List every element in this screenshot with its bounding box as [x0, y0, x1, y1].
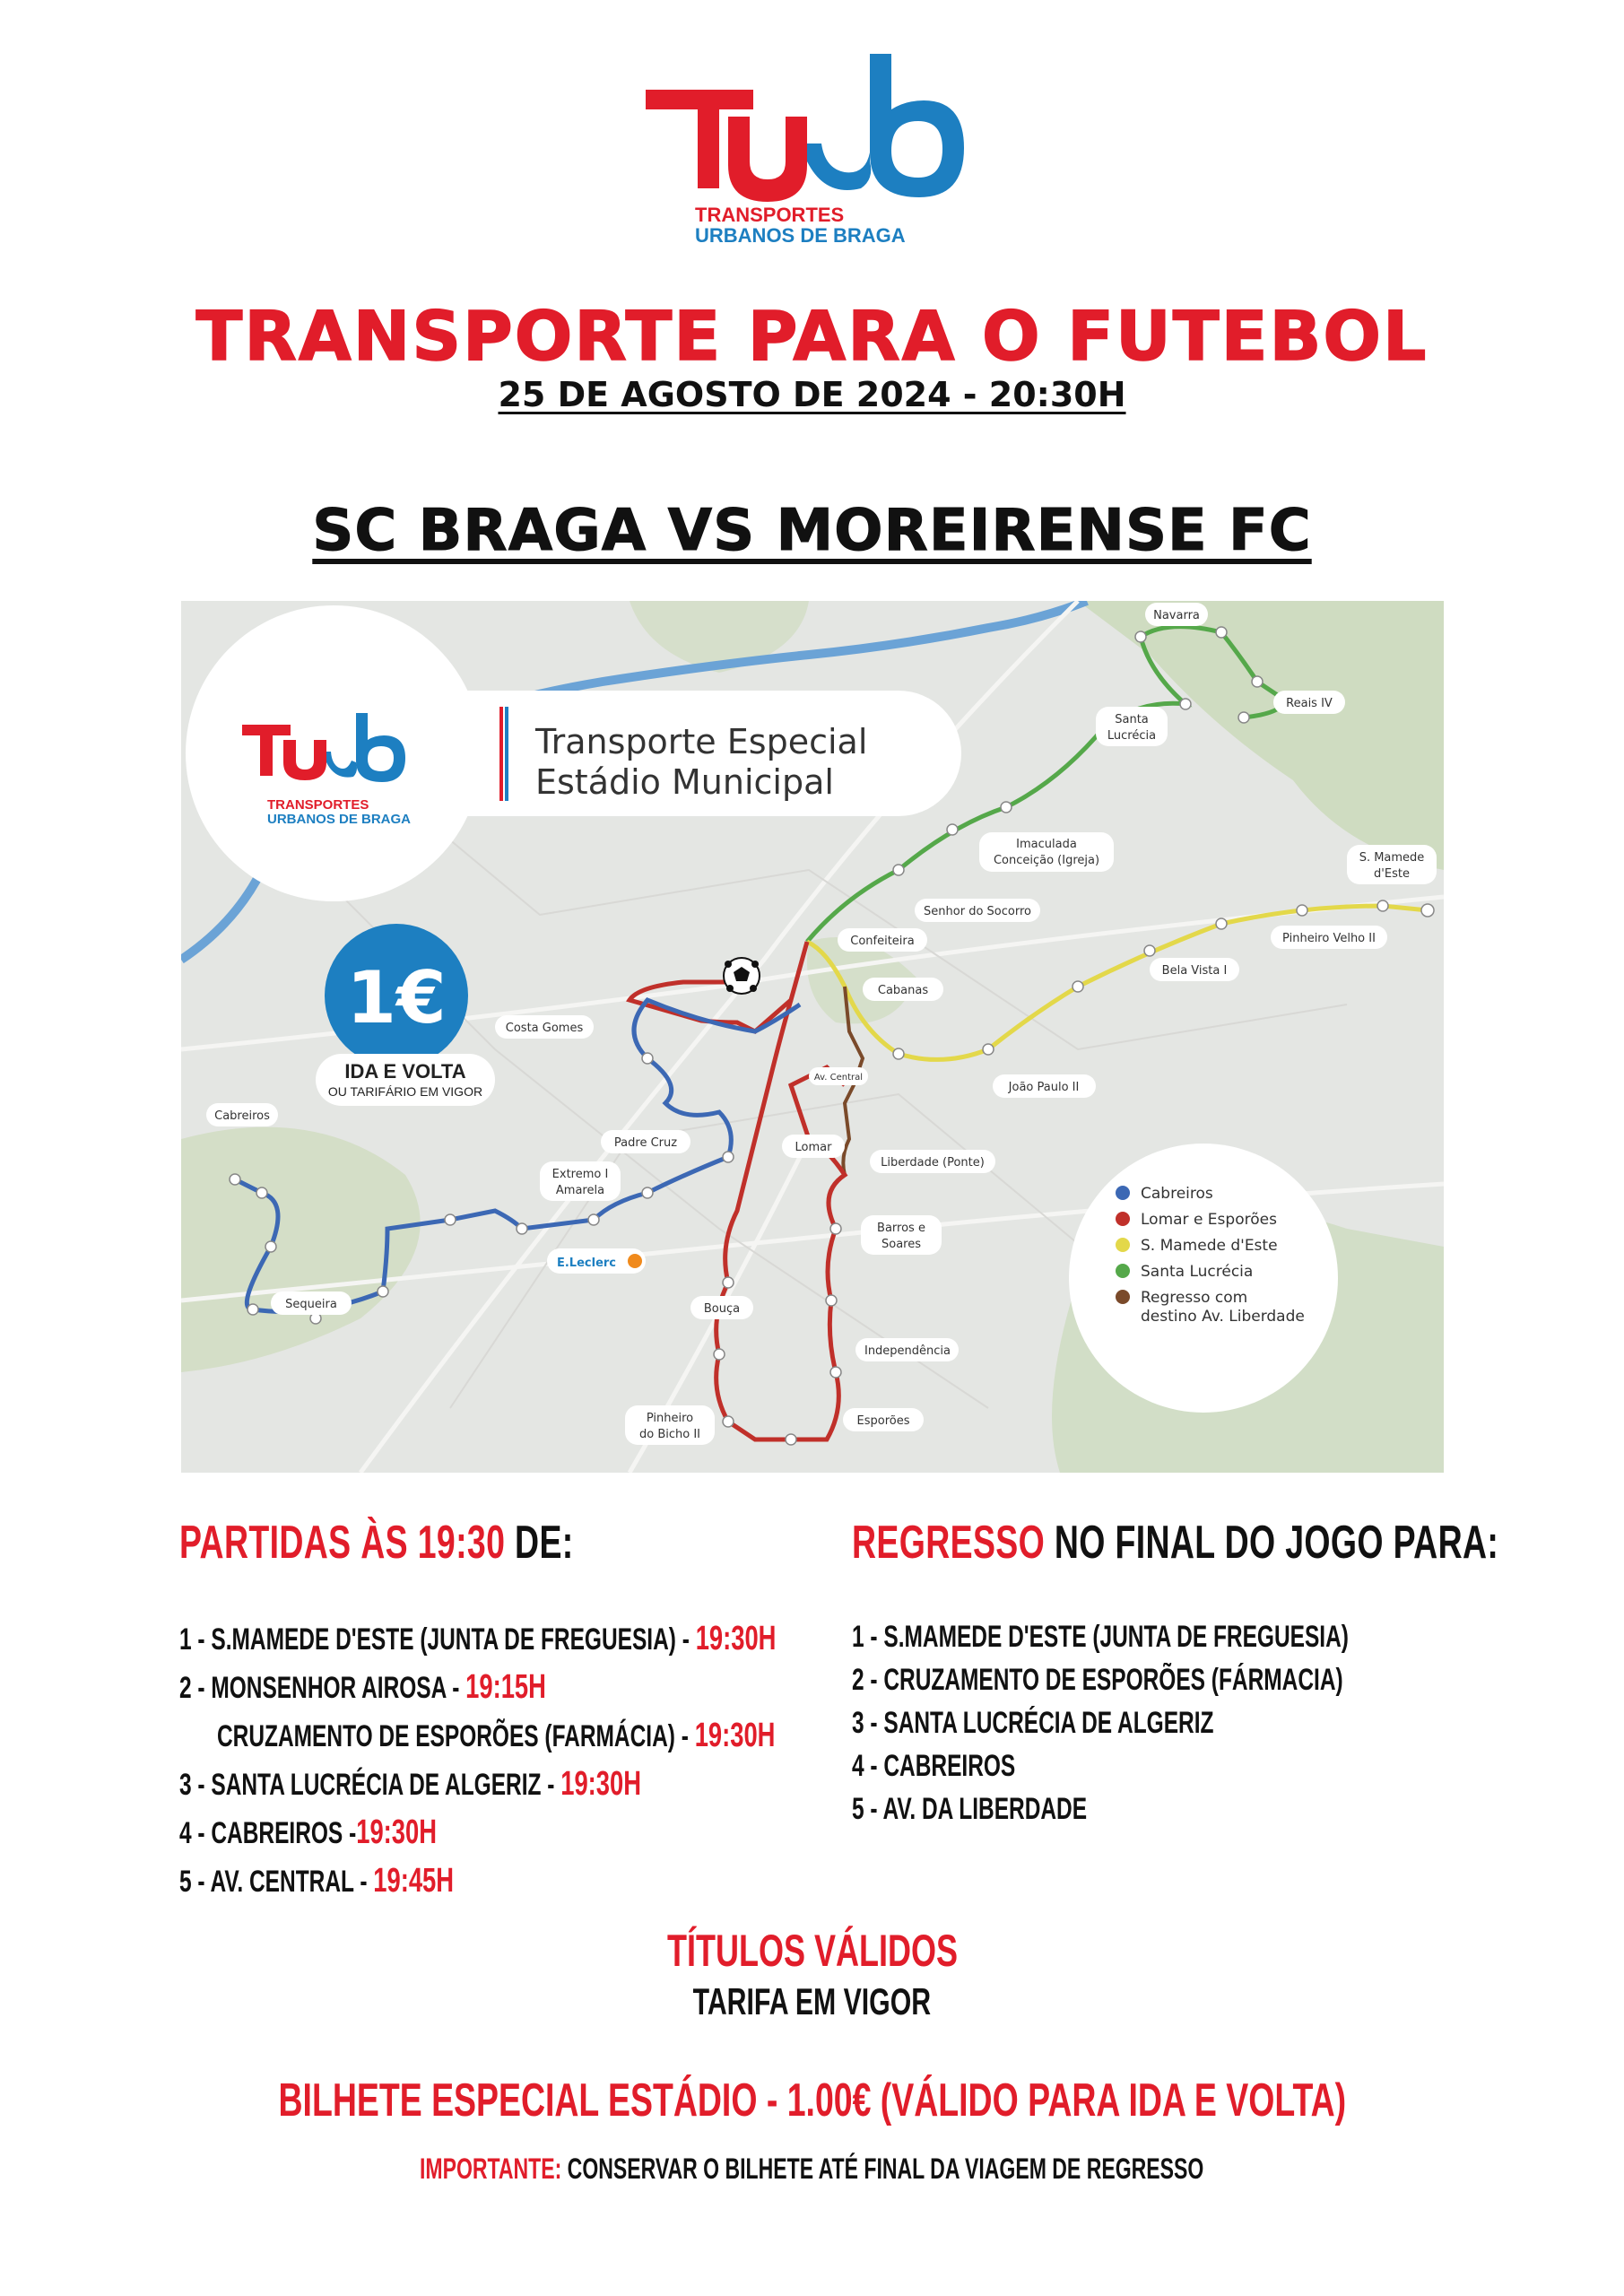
legend-item: Lomar e Esporões — [1141, 1211, 1277, 1229]
return-item: 1 - S.MAMEDE D'ESTE (JUNTA DE FREGUESIA) — [852, 1620, 1349, 1654]
stop-label — [838, 928, 927, 952]
stop-label — [625, 1405, 715, 1445]
stop-label — [271, 1292, 352, 1315]
departure-item: 5 - AV. CENTRAL - 19:45H — [179, 1862, 455, 1900]
returns-heading-black: NO FINAL DO JOGO PARA: — [1045, 1517, 1499, 1569]
valid-titles-sub: TARIFA EM VIGOR — [692, 1980, 932, 2022]
stop-label — [1150, 958, 1239, 981]
legend-item: Regresso com — [1141, 1289, 1248, 1307]
svg-text:E.Leclerc: E.Leclerc — [556, 1257, 617, 1270]
stop-label — [843, 1408, 924, 1431]
svg-text:Esporões: Esporões — [856, 1414, 910, 1428]
stop-label — [809, 1067, 868, 1085]
svg-text:Extremo I: Extremo I — [551, 1168, 609, 1181]
stop-label — [855, 1338, 959, 1361]
map-logo-line2: URBANOS DE BRAGA — [267, 812, 412, 827]
returns-heading — [852, 1516, 1498, 1570]
stop-label — [1273, 691, 1345, 714]
stop-label — [690, 1296, 753, 1319]
svg-text:Confeiteira: Confeiteira — [850, 935, 915, 948]
svg-text:Bela Vista I: Bela Vista I — [1161, 964, 1228, 978]
stadium-football-icon — [724, 958, 760, 994]
page-title: TRANSPORTE PARA O FUTEBOL — [195, 296, 1429, 376]
stop-label — [861, 1215, 942, 1255]
stop-label — [782, 1135, 845, 1158]
price-label: IDA E VOLTA — [344, 1060, 466, 1083]
logo-subtitle — [695, 204, 906, 246]
return-item: 5 - AV. DA LIBERDADE — [852, 1792, 1088, 1826]
stop-label — [540, 1161, 621, 1201]
svg-text:Costa Gomes: Costa Gomes — [505, 1022, 584, 1035]
legend-swatch-smamede — [1116, 1238, 1130, 1252]
departure-item: 1 - S.MAMEDE D'ESTE (JUNTA DE FREGUESIA) - 19:30H — [179, 1620, 777, 1657]
departures-heading-red: PARTIDAS ÀS 19:30 — [179, 1517, 506, 1569]
departures-heading — [179, 1516, 574, 1570]
svg-text:Cabanas: Cabanas — [877, 984, 929, 997]
stop-label — [1145, 603, 1208, 626]
return-item: 4 - CABREIROS — [852, 1749, 1016, 1783]
legend-item: destino Av. Liberdade — [1141, 1308, 1305, 1326]
stop-label — [495, 1015, 594, 1039]
legend-item: Cabreiros — [1141, 1185, 1213, 1203]
svg-text:Senhor do Socorro: Senhor do Socorro — [924, 905, 1031, 918]
legend-swatch-santa-lucrecia — [1116, 1264, 1130, 1278]
svg-text:S. Mamede: S. Mamede — [1359, 851, 1425, 865]
logo-line2: URBANOS DE BRAGA — [695, 224, 906, 247]
stop-label — [979, 832, 1114, 872]
svg-text:Conceição (Igreja): Conceição (Igreja) — [993, 854, 1100, 867]
map-logo-line1: TRANSPORTES — [267, 797, 369, 813]
legend-swatch-cabreiros — [1116, 1186, 1130, 1200]
stop-label — [915, 899, 1040, 922]
svg-text:Independência: Independência — [864, 1344, 951, 1358]
stop-label — [863, 978, 943, 1001]
svg-text:João Paulo II: João Paulo II — [1008, 1081, 1080, 1094]
stop-label — [1271, 926, 1387, 949]
price-sublabel: OU TARIFÁRIO EM VIGOR — [327, 1084, 483, 1099]
logo-line1: TRANSPORTES — [695, 204, 845, 226]
svg-text:Padre Cruz: Padre Cruz — [613, 1136, 678, 1150]
svg-text:Pinheiro Velho II: Pinheiro Velho II — [1282, 932, 1376, 945]
svg-text:Soares: Soares — [881, 1238, 922, 1251]
match-title: SC BRAGA VS MOREIRENSE FC — [312, 498, 1312, 564]
special-ticket: BILHETE ESPECIAL ESTÁDIO - 1.00€ (VÁLIDO PARA IDA E VOLTA) — [278, 2074, 1346, 2126]
return-item: 3 - SANTA LUCRÉCIA DE ALGERIZ — [852, 1706, 1214, 1740]
departures-heading-black: DE: — [505, 1517, 574, 1569]
stop-label — [601, 1130, 690, 1153]
svg-text:d'Este: d'Este — [1374, 867, 1410, 881]
svg-text:Amarela: Amarela — [555, 1184, 605, 1197]
map-header-line2: Estádio Municipal — [535, 762, 834, 802]
departure-item: CRUZAMENTO DE ESPORÕES (FARMÁCIA) - 19:30H — [217, 1717, 776, 1754]
svg-text:Bouça: Bouça — [703, 1302, 741, 1316]
departure-item: 3 - SANTA LUCRÉCIA DE ALGERIZ - 19:30H — [179, 1765, 641, 1803]
svg-text:Santa: Santa — [1115, 713, 1149, 726]
stop-label — [1096, 707, 1168, 746]
stop-label — [547, 1248, 646, 1274]
svg-text:do Bicho II: do Bicho II — [638, 1428, 701, 1441]
stop-label — [1347, 845, 1437, 884]
svg-text:Imaculada: Imaculada — [1016, 838, 1077, 851]
stop-label — [993, 1074, 1096, 1098]
svg-text:Av. Central: Av. Central — [813, 1073, 864, 1083]
svg-text:Barros e: Barros e — [877, 1222, 925, 1235]
route-map — [181, 601, 1444, 1473]
valid-titles-heading: TÍTULOS VÁLIDOS — [666, 1926, 958, 1976]
svg-text:Liberdade (Ponte): Liberdade (Ponte) — [881, 1156, 985, 1170]
legend-swatch-regresso — [1116, 1290, 1130, 1304]
svg-text:Reais IV: Reais IV — [1286, 697, 1333, 710]
return-item: 2 - CRUZAMENTO DE ESPORÕES (FÁRMACIA) — [852, 1663, 1343, 1697]
svg-text:Lomar: Lomar — [795, 1141, 832, 1154]
svg-text:Cabreiros: Cabreiros — [214, 1109, 270, 1123]
svg-text:Sequeira: Sequeira — [285, 1298, 337, 1311]
departure-item: 2 - MONSENHOR AIROSA - 19:15H — [179, 1668, 546, 1706]
departure-item: 4 - CABREIROS -19:30H — [179, 1813, 437, 1851]
price-value: 1€ — [346, 956, 447, 1039]
svg-text:Lucrécia: Lucrécia — [1107, 729, 1157, 743]
svg-text:Pinheiro: Pinheiro — [646, 1412, 694, 1425]
stop-label — [206, 1103, 278, 1126]
map-header-line1: Transporte Especial — [535, 722, 868, 761]
legend-item: Santa Lucrécia — [1141, 1263, 1254, 1281]
legend-item: S. Mamede d'Este — [1141, 1237, 1278, 1255]
stop-label — [870, 1150, 995, 1173]
legend-swatch-lomar — [1116, 1212, 1130, 1226]
event-date: 25 DE AGOSTO DE 2024 - 20:30H — [498, 375, 1126, 414]
returns-heading-red: REGRESSO — [852, 1517, 1046, 1569]
important-note: IMPORTANTE: CONSERVAR O BILHETE ATÉ FINAL DA VIAGEM DE REGRESSO — [420, 2152, 1204, 2185]
svg-text:Navarra: Navarra — [1153, 609, 1200, 622]
